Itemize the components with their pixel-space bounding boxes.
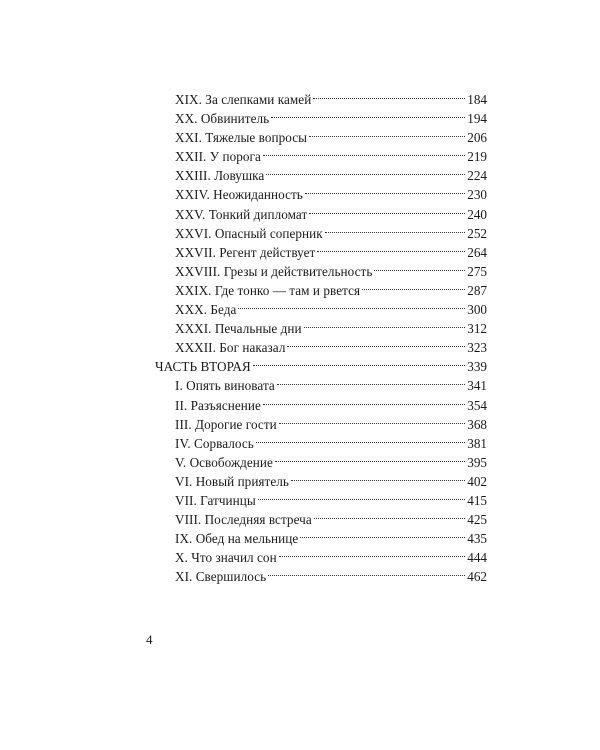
toc-entry-page: 287: [467, 282, 487, 298]
page-number: 4: [146, 632, 153, 647]
toc-entry-title: XXI. Тяжелые вопросы: [175, 130, 308, 146]
toc-entry-title: V. Освобождение: [175, 454, 273, 470]
dot-leader: [313, 85, 465, 104]
table-of-contents: [155, 85, 487, 585]
toc-entry-page: 230: [467, 187, 487, 203]
toc-entry-page: 240: [467, 206, 487, 222]
dot-leader: [263, 391, 465, 410]
toc-entry-title: XXIII. Ловушка: [175, 168, 265, 184]
dot-leader: [263, 142, 465, 161]
dot-leader: [291, 467, 465, 486]
toc-entry-title: X. Что значил сон: [175, 550, 277, 566]
toc-entry-page: 415: [467, 492, 487, 508]
dot-leader: [374, 257, 465, 276]
toc-entry-title: XXIV. Неожиданность: [175, 187, 303, 203]
dot-leader: [271, 104, 465, 123]
dot-leader: [305, 180, 465, 199]
toc-entry-page: 264: [467, 244, 487, 260]
toc-entry-title: XXXI. Печальные дни: [175, 321, 302, 337]
toc-entry-title: XXIX. Где тонко — там и рвется: [175, 282, 361, 298]
toc-entry-page: 219: [467, 149, 487, 165]
toc-entry-page: 323: [467, 340, 487, 356]
toc-entry-page: 444: [467, 550, 487, 566]
toc-entry-page: 224: [467, 168, 487, 184]
toc-entry-title: I. Опять виновата: [175, 378, 275, 394]
toc-entry-page: 184: [467, 92, 487, 107]
toc-entry-page: 300: [467, 302, 487, 318]
toc-entry-page: 339: [467, 359, 487, 375]
toc-entry-page: 206: [467, 130, 487, 146]
dot-leader: [256, 429, 465, 448]
toc-entry-title: XIX. За слепками камей: [175, 92, 312, 107]
toc-entry-page: 341: [467, 378, 487, 394]
dot-leader: [309, 200, 465, 219]
dot-leader: [275, 448, 465, 467]
dot-leader: [258, 486, 465, 505]
toc-entry-title: XX. Обвинитель: [175, 111, 270, 127]
toc-entry-title: II. Разъяснение: [175, 397, 261, 413]
dot-leader: [300, 524, 465, 543]
toc-entry-title: XXV. Тонкий дипломат: [175, 206, 308, 222]
dot-leader: [277, 371, 465, 390]
toc-entry-page: 425: [467, 512, 487, 528]
toc-entry-title: ЧАСТЬ ВТОРАЯ: [155, 359, 251, 375]
toc-entry-title: XXVIII. Грезы и действительность: [175, 263, 373, 279]
toc-entry-title: VII. Гатчинцы: [175, 492, 256, 508]
toc-entry-page: 194: [467, 111, 487, 127]
toc-entry-title: IV. Сорвалось: [175, 435, 254, 451]
dot-leader: [253, 352, 465, 371]
dot-leader: [362, 276, 465, 295]
toc-entry-title: VIII. Последняя встреча: [175, 512, 312, 528]
toc-entry-page: 252: [467, 225, 487, 241]
toc-entry-title: XXII. У порога: [175, 149, 261, 165]
toc-entry: [155, 85, 487, 107]
dot-leader: [287, 333, 465, 352]
toc-entry-page: 402: [467, 473, 487, 489]
toc-entry-page: 275: [467, 263, 487, 279]
dot-leader: [268, 562, 465, 581]
dot-leader: [238, 295, 465, 314]
toc-entry-title: XXVII. Регент действует: [175, 244, 316, 260]
toc-entry-title: III. Дорогие гости: [175, 416, 277, 432]
toc-entry-title: XI. Свершилось: [175, 569, 267, 585]
dot-leader: [266, 161, 465, 180]
toc-entry-page: 312: [467, 321, 487, 337]
toc-entry-page: 395: [467, 454, 487, 470]
dot-leader: [279, 410, 465, 429]
toc-entry-title: XXXII. Бог наказал: [175, 340, 286, 356]
toc-entry-title: IX. Обед на мельнице: [175, 531, 299, 547]
dot-leader: [317, 238, 465, 257]
toc-entry-page: 462: [467, 569, 487, 585]
dot-leader: [304, 314, 466, 333]
dot-leader: [325, 219, 466, 238]
toc-entry-page: 435: [467, 531, 487, 547]
dot-leader: [279, 543, 466, 562]
toc-entry-page: 368: [467, 416, 487, 432]
toc-entry-page: 381: [467, 435, 487, 451]
dot-leader: [314, 505, 465, 524]
toc-entry-page: 354: [467, 397, 487, 413]
toc-entry-title: VI. Новый приятель: [175, 473, 289, 489]
toc-entry-title: XXVI. Опасный соперник: [175, 225, 323, 241]
toc-entry-title: XXX. Беда: [175, 302, 237, 318]
dot-leader: [309, 123, 465, 142]
